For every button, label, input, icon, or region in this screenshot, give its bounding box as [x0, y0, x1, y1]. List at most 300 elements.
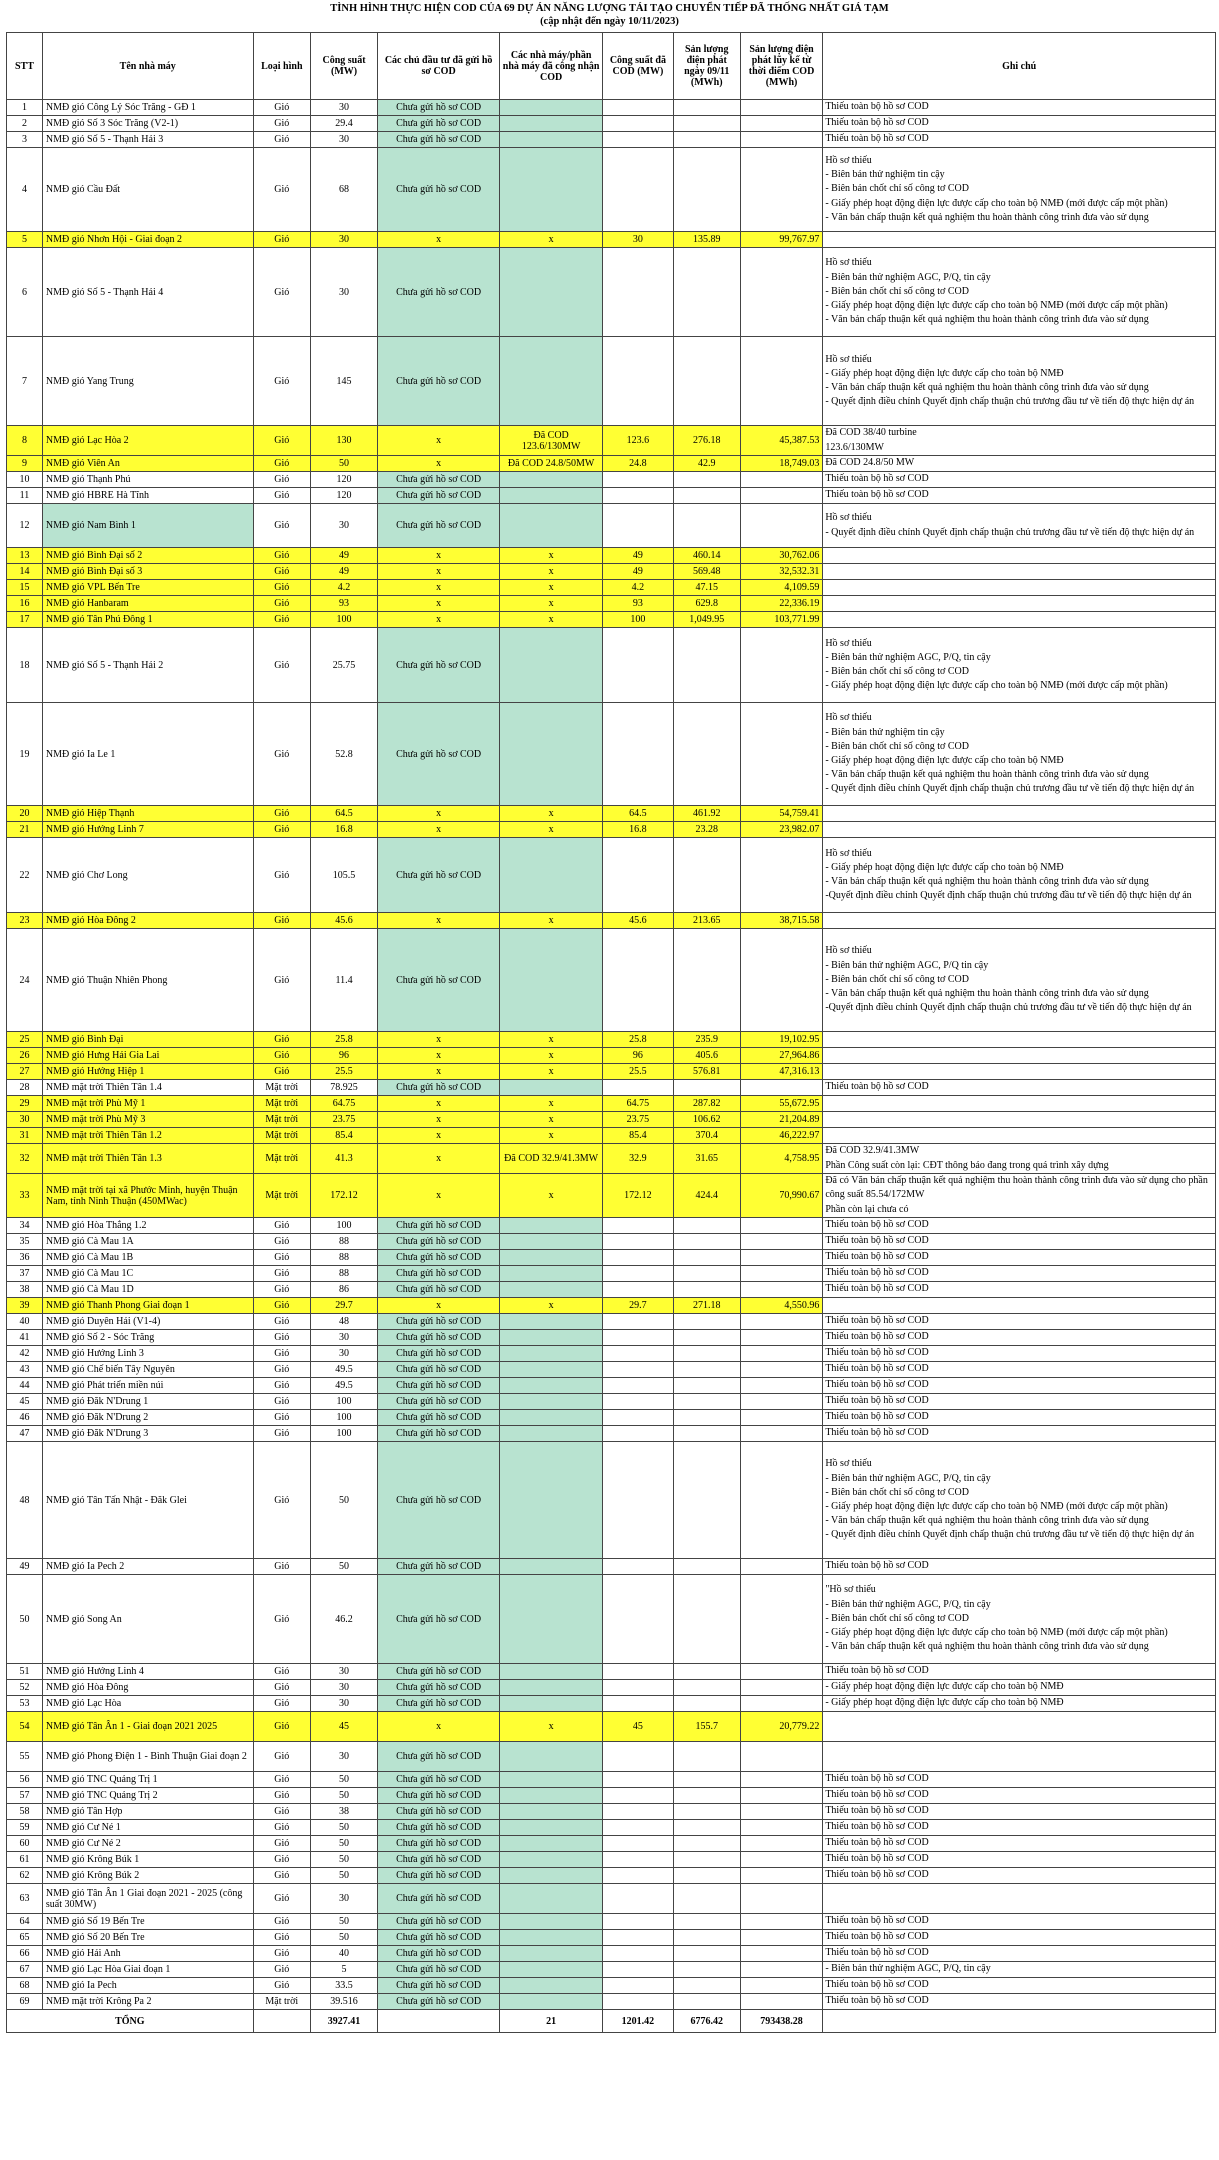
row-plant-name: NMĐ gió Krông Búk 1	[42, 1852, 253, 1868]
row-plant-name: NMĐ gió Đăk N'Drung 2	[42, 1410, 253, 1426]
row-submitted: Chưa gửi hồ sơ COD	[378, 1234, 500, 1250]
row-recognized: x	[500, 580, 603, 596]
row-stt: 23	[7, 913, 43, 929]
row-capacity: 64.5	[311, 806, 378, 822]
table-row	[7, 472, 1216, 488]
row-cod-capacity: 4.2	[603, 580, 674, 596]
row-capacity: 30	[311, 504, 378, 548]
row-recognized	[500, 337, 603, 426]
row-note: Hồ sơ thiếu - Biên bản thử nghiệm AGC, P/Q, tin cậy - Biên bản chốt chỉ số công tơ COD - Giấy phép hoạt động điện lực được cấp cho toàn bộ NMĐ (mới được cấp một phần)	[823, 628, 1216, 703]
row-note: Thiếu toàn bộ hồ sơ COD	[823, 1314, 1216, 1330]
row-recognized	[500, 1250, 603, 1266]
row-cod-capacity: 100	[603, 612, 674, 628]
row-note: Hồ sơ thiếu - Biên bản thử nghiệm tin cậy - Biên bản chốt chỉ số công tơ COD - Giấy phép hoạt động điện lực được cấp cho toàn bộ NMĐ (mới được cấp một phần) - Văn bản chấp thuận kết quả nghiệm thu hoàn thành công trình đưa vào sử dụng	[823, 148, 1216, 232]
row-cod-capacity	[603, 1426, 674, 1442]
row-note: Thiếu toàn bộ hồ sơ COD	[823, 1978, 1216, 1994]
table-row	[7, 822, 1216, 838]
row-daily-output	[673, 100, 740, 116]
row-note: Thiếu toàn bộ hồ sơ COD	[823, 1234, 1216, 1250]
row-recognized	[500, 1804, 603, 1820]
row-type: Gió	[253, 1314, 310, 1330]
row-submitted: Chưa gửi hồ sơ COD	[378, 100, 500, 116]
row-cumulative-output: 18,749.03	[740, 456, 823, 472]
total-row	[7, 2010, 1216, 2033]
row-capacity: 49.5	[311, 1362, 378, 1378]
row-capacity: 41.3	[311, 1144, 378, 1174]
row-plant-name: NMĐ gió Duyên Hải (V1-4)	[42, 1314, 253, 1330]
row-note: Thiếu toàn bộ hồ sơ COD	[823, 1836, 1216, 1852]
row-recognized: x	[500, 1174, 603, 1218]
row-recognized	[500, 1330, 603, 1346]
row-plant-name: NMĐ gió Bình Đại số 3	[42, 564, 253, 580]
row-recognized	[500, 1836, 603, 1852]
row-daily-output: 23.28	[673, 822, 740, 838]
row-type: Gió	[253, 929, 310, 1032]
row-submitted: x	[378, 1144, 500, 1174]
row-daily-output	[673, 1282, 740, 1298]
row-cod-capacity	[603, 1680, 674, 1696]
row-cod-capacity	[603, 1664, 674, 1680]
row-stt: 69	[7, 1994, 43, 2010]
row-type: Gió	[253, 1378, 310, 1394]
total-capacity: 3927.41	[311, 2010, 378, 2033]
row-stt: 30	[7, 1112, 43, 1128]
row-plant-name: NMĐ gió Số 2 - Sóc Trăng	[42, 1330, 253, 1346]
row-plant-name: NMĐ gió Lạc Hòa	[42, 1696, 253, 1712]
row-recognized	[500, 1788, 603, 1804]
row-cod-capacity: 93	[603, 596, 674, 612]
row-stt: 5	[7, 232, 43, 248]
total-submitted	[378, 2010, 500, 2033]
row-capacity: 50	[311, 1836, 378, 1852]
row-plant-name: NMĐ mặt trời Thiên Tân 1.4	[42, 1080, 253, 1096]
row-recognized: Đã COD 24.8/50MW	[500, 456, 603, 472]
row-note	[823, 1742, 1216, 1772]
row-recognized	[500, 132, 603, 148]
row-daily-output: 460.14	[673, 548, 740, 564]
row-type: Gió	[253, 1946, 310, 1962]
row-type: Mặt trời	[253, 1174, 310, 1218]
row-submitted: x	[378, 1032, 500, 1048]
row-type: Gió	[253, 1298, 310, 1314]
table-row	[7, 806, 1216, 822]
row-submitted: Chưa gửi hồ sơ COD	[378, 1330, 500, 1346]
row-recognized	[500, 1962, 603, 1978]
table-row	[7, 1772, 1216, 1788]
row-cumulative-output	[740, 1946, 823, 1962]
row-cumulative-output	[740, 1788, 823, 1804]
report-title: TÌNH HÌNH THỰC HIỆN COD CỦA 69 DỰ ÁN NĂNG LƯỢNG TÁI TẠO CHUYỂN TIẾP ĐÃ THỐNG NHẤT GIÁ TẠM	[330, 3, 889, 14]
col-header-name: Tên nhà máy	[42, 33, 253, 100]
row-capacity: 40	[311, 1946, 378, 1962]
row-recognized: Đã COD 123.6/130MW	[500, 426, 603, 456]
row-recognized: x	[500, 1128, 603, 1144]
row-submitted: x	[378, 1112, 500, 1128]
row-daily-output: 31.65	[673, 1144, 740, 1174]
row-type: Gió	[253, 1852, 310, 1868]
row-recognized: x	[500, 913, 603, 929]
row-stt: 51	[7, 1664, 43, 1680]
row-plant-name: NMĐ gió Chơ Long	[42, 838, 253, 913]
row-type: Gió	[253, 504, 310, 548]
row-capacity: 30	[311, 100, 378, 116]
row-stt: 19	[7, 703, 43, 806]
row-recognized: x	[500, 806, 603, 822]
row-stt: 7	[7, 337, 43, 426]
row-cod-capacity	[603, 1346, 674, 1362]
row-recognized	[500, 1884, 603, 1914]
row-type: Gió	[253, 1868, 310, 1884]
row-note: "Hồ sơ thiếu - Biên bản thử nghiệm AGC, P/Q, tin cậy - Biên bản chốt chỉ số công tơ COD - Giấy phép hoạt động điện lực được cấp cho toàn bộ NMĐ (mới được cấp một phần) - Văn bản chấp thuận kết quả nghiệm thu hoàn thành công trình đưa vào sử dụng	[823, 1575, 1216, 1664]
row-cod-capacity: 45	[603, 1712, 674, 1742]
row-plant-name: NMĐ gió HBRE Hà Tĩnh	[42, 488, 253, 504]
row-cumulative-output	[740, 1559, 823, 1575]
row-recognized	[500, 1664, 603, 1680]
row-cumulative-output	[740, 1218, 823, 1234]
row-plant-name: NMĐ gió Ia Pech	[42, 1978, 253, 1994]
row-type: Gió	[253, 1978, 310, 1994]
row-capacity: 86	[311, 1282, 378, 1298]
row-recognized	[500, 1234, 603, 1250]
row-type: Gió	[253, 1218, 310, 1234]
row-capacity: 50	[311, 1772, 378, 1788]
row-cumulative-output: 103,771.99	[740, 612, 823, 628]
row-daily-output	[673, 1330, 740, 1346]
row-capacity: 30	[311, 248, 378, 337]
row-cumulative-output: 4,758.95	[740, 1144, 823, 1174]
table-row	[7, 1266, 1216, 1282]
row-cumulative-output: 27,964.86	[740, 1048, 823, 1064]
row-submitted: Chưa gửi hồ sơ COD	[378, 1394, 500, 1410]
row-submitted: Chưa gửi hồ sơ COD	[378, 1978, 500, 1994]
row-type: Gió	[253, 248, 310, 337]
row-plant-name: NMĐ gió Hòa Thắng 1.2	[42, 1218, 253, 1234]
row-stt: 46	[7, 1410, 43, 1426]
table-row	[7, 703, 1216, 806]
row-recognized: x	[500, 1096, 603, 1112]
row-note: Thiếu toàn bộ hồ sơ COD	[823, 1820, 1216, 1836]
row-cod-capacity: 123.6	[603, 426, 674, 456]
row-cod-capacity: 64.75	[603, 1096, 674, 1112]
col-header-stt: STT	[7, 33, 43, 100]
row-cod-capacity	[603, 838, 674, 913]
row-recognized	[500, 1378, 603, 1394]
row-plant-name: NMĐ mặt trời Thiên Tân 1.3	[42, 1144, 253, 1174]
row-note: Thiếu toàn bộ hồ sơ COD	[823, 1250, 1216, 1266]
row-submitted: x	[378, 564, 500, 580]
row-type: Gió	[253, 838, 310, 913]
row-note	[823, 913, 1216, 929]
row-daily-output: 106.62	[673, 1112, 740, 1128]
row-recognized	[500, 628, 603, 703]
row-submitted: x	[378, 426, 500, 456]
row-cod-capacity: 25.5	[603, 1064, 674, 1080]
row-capacity: 93	[311, 596, 378, 612]
row-cod-capacity	[603, 1378, 674, 1394]
row-note: Hồ sơ thiếu - Biên bản thử nghiệm AGC, P/Q, tin cậy - Biên bản chốt chỉ số công tơ COD - Giấy phép hoạt động điện lực được cấp cho toàn bộ NMĐ (mới được cấp một phần) - Văn bản chấp thuận kết quả nghiệm thu hoàn thành công trình đưa vào sử dụng - Quyết định điều chỉnh Quyết định chấp thuận chủ trương đầu tư về tiến độ thực hiện dự án	[823, 1442, 1216, 1559]
row-recognized: x	[500, 1298, 603, 1314]
row-daily-output	[673, 1559, 740, 1575]
table-row	[7, 1868, 1216, 1884]
row-stt: 8	[7, 426, 43, 456]
row-plant-name: NMĐ mặt trời Krông Pa 2	[42, 1994, 253, 2010]
table-row	[7, 1742, 1216, 1772]
row-note: Hồ sơ thiếu - Giấy phép hoạt động điện lực được cấp cho toàn bộ NMĐ - Văn bản chấp thuận kết quả nghiệm thu hoàn thành công trình đưa vào sử dụng -Quyết định điều chỉnh Quyết định chấp thuận chủ trương đầu tư về tiến độ thực hiện dự án	[823, 838, 1216, 913]
table-row	[7, 1314, 1216, 1330]
row-note: Thiếu toàn bộ hồ sơ COD	[823, 1994, 1216, 2010]
row-cumulative-output	[740, 248, 823, 337]
table-row	[7, 1064, 1216, 1080]
total-cumulative-output: 793438.28	[740, 2010, 823, 2033]
row-cumulative-output: 46,222.97	[740, 1128, 823, 1144]
table-row	[7, 1930, 1216, 1946]
row-type: Gió	[253, 426, 310, 456]
row-daily-output	[673, 1250, 740, 1266]
row-submitted: x	[378, 548, 500, 564]
row-stt: 1	[7, 100, 43, 116]
row-plant-name: NMĐ gió Lạc Hòa Giai đoạn 1	[42, 1962, 253, 1978]
row-plant-name: NMĐ gió Hanbaram	[42, 596, 253, 612]
table-row	[7, 1680, 1216, 1696]
row-submitted: Chưa gửi hồ sơ COD	[378, 1930, 500, 1946]
row-submitted: Chưa gửi hồ sơ COD	[378, 1080, 500, 1096]
row-submitted: x	[378, 580, 500, 596]
col-header-type: Loại hình	[253, 33, 310, 100]
row-stt: 6	[7, 248, 43, 337]
row-capacity: 33.5	[311, 1978, 378, 1994]
row-plant-name: NMĐ gió Hòa Đông 2	[42, 913, 253, 929]
row-type: Mặt trời	[253, 1096, 310, 1112]
row-stt: 67	[7, 1962, 43, 1978]
row-capacity: 30	[311, 1742, 378, 1772]
row-stt: 16	[7, 596, 43, 612]
row-note: Thiếu toàn bộ hồ sơ COD	[823, 1664, 1216, 1680]
row-cod-capacity	[603, 1266, 674, 1282]
row-submitted: Chưa gửi hồ sơ COD	[378, 1788, 500, 1804]
row-plant-name: NMĐ gió Cà Mau 1D	[42, 1282, 253, 1298]
row-cumulative-output	[740, 1930, 823, 1946]
row-cod-capacity	[603, 132, 674, 148]
row-stt: 3	[7, 132, 43, 148]
row-stt: 13	[7, 548, 43, 564]
row-note	[823, 548, 1216, 564]
row-daily-output	[673, 838, 740, 913]
row-capacity: 30	[311, 1664, 378, 1680]
table-row	[7, 1378, 1216, 1394]
row-daily-output	[673, 488, 740, 504]
row-note	[823, 806, 1216, 822]
row-type: Gió	[253, 1804, 310, 1820]
row-capacity: 50	[311, 1559, 378, 1575]
row-type: Gió	[253, 1234, 310, 1250]
row-cumulative-output	[740, 1696, 823, 1712]
row-stt: 66	[7, 1946, 43, 1962]
row-cumulative-output	[740, 1680, 823, 1696]
row-daily-output: 276.18	[673, 426, 740, 456]
row-submitted: Chưa gửi hồ sơ COD	[378, 1378, 500, 1394]
row-cumulative-output: 55,672.95	[740, 1096, 823, 1112]
row-stt: 57	[7, 1788, 43, 1804]
row-cod-capacity: 30	[603, 232, 674, 248]
row-daily-output	[673, 1836, 740, 1852]
row-note: Thiếu toàn bộ hồ sơ COD	[823, 1410, 1216, 1426]
table-body	[7, 100, 1216, 2010]
row-stt: 11	[7, 488, 43, 504]
row-recognized	[500, 1868, 603, 1884]
row-daily-output: 576.81	[673, 1064, 740, 1080]
table-row	[7, 1696, 1216, 1712]
row-daily-output	[673, 248, 740, 337]
row-note: - Giấy phép hoạt động điện lực được cấp cho toàn bộ NMĐ	[823, 1680, 1216, 1696]
row-submitted: Chưa gửi hồ sơ COD	[378, 472, 500, 488]
row-type: Gió	[253, 1266, 310, 1282]
row-cumulative-output	[740, 504, 823, 548]
row-cod-capacity: 96	[603, 1048, 674, 1064]
row-type: Gió	[253, 472, 310, 488]
row-plant-name: NMĐ gió Số 3 Sóc Trăng (V2-1)	[42, 116, 253, 132]
row-daily-output: 235.9	[673, 1032, 740, 1048]
row-stt: 18	[7, 628, 43, 703]
row-plant-name: NMĐ gió Số 5 - Thạnh Hải 3	[42, 132, 253, 148]
row-capacity: 45	[311, 1712, 378, 1742]
row-submitted: Chưa gửi hồ sơ COD	[378, 1914, 500, 1930]
row-capacity: 30	[311, 1680, 378, 1696]
row-daily-output	[673, 1742, 740, 1772]
row-recognized	[500, 703, 603, 806]
row-cod-capacity	[603, 1978, 674, 1994]
row-stt: 36	[7, 1250, 43, 1266]
row-cod-capacity: 29.7	[603, 1298, 674, 1314]
row-stt: 41	[7, 1330, 43, 1346]
row-stt: 10	[7, 472, 43, 488]
row-stt: 52	[7, 1680, 43, 1696]
row-cumulative-output	[740, 1852, 823, 1868]
report-date: (cập nhật đến ngày 10/11/2023)	[540, 16, 679, 27]
table-row	[7, 1362, 1216, 1378]
row-submitted: Chưa gửi hồ sơ COD	[378, 1680, 500, 1696]
row-type: Gió	[253, 1914, 310, 1930]
row-stt: 65	[7, 1930, 43, 1946]
row-daily-output	[673, 1978, 740, 1994]
row-recognized	[500, 1266, 603, 1282]
row-submitted: Chưa gửi hồ sơ COD	[378, 1696, 500, 1712]
table-row	[7, 1804, 1216, 1820]
row-daily-output	[673, 116, 740, 132]
row-plant-name: NMĐ gió Nhơn Hội - Giai đoạn 2	[42, 232, 253, 248]
row-cod-capacity	[603, 1362, 674, 1378]
row-daily-output	[673, 1575, 740, 1664]
row-cod-capacity: 172.12	[603, 1174, 674, 1218]
row-capacity: 100	[311, 1410, 378, 1426]
row-stt: 21	[7, 822, 43, 838]
row-plant-name: NMĐ gió Hướng Linh 3	[42, 1346, 253, 1362]
row-note	[823, 1032, 1216, 1048]
row-cod-capacity	[603, 1394, 674, 1410]
table-row	[7, 1914, 1216, 1930]
total-notes	[823, 2010, 1216, 2033]
row-cumulative-output	[740, 1836, 823, 1852]
table-row	[7, 1978, 1216, 1994]
table-row	[7, 1994, 1216, 2010]
row-type: Gió	[253, 1680, 310, 1696]
row-daily-output: 424.4	[673, 1174, 740, 1218]
row-daily-output: 370.4	[673, 1128, 740, 1144]
row-recognized	[500, 1218, 603, 1234]
row-type: Gió	[253, 1696, 310, 1712]
col-header-notes: Ghi chú	[823, 33, 1216, 100]
row-stt: 24	[7, 929, 43, 1032]
row-cod-capacity: 24.8	[603, 456, 674, 472]
row-plant-name: NMĐ gió Tân Hợp	[42, 1804, 253, 1820]
row-capacity: 120	[311, 488, 378, 504]
row-submitted: Chưa gửi hồ sơ COD	[378, 1250, 500, 1266]
row-cod-capacity	[603, 1250, 674, 1266]
row-plant-name: NMĐ mặt trời Thiên Tân 1.2	[42, 1128, 253, 1144]
row-capacity: 49.5	[311, 1378, 378, 1394]
row-cod-capacity	[603, 1282, 674, 1298]
row-stt: 68	[7, 1978, 43, 1994]
row-submitted: Chưa gửi hồ sơ COD	[378, 1742, 500, 1772]
row-cod-capacity: 49	[603, 548, 674, 564]
row-capacity: 105.5	[311, 838, 378, 913]
row-plant-name: NMĐ gió Phong Điện 1 - Bình Thuận Giai đoạn 2	[42, 1742, 253, 1772]
row-cumulative-output	[740, 929, 823, 1032]
row-type: Mặt trời	[253, 1080, 310, 1096]
row-submitted: Chưa gửi hồ sơ COD	[378, 248, 500, 337]
row-stt: 44	[7, 1378, 43, 1394]
row-type: Gió	[253, 100, 310, 116]
row-type: Gió	[253, 1820, 310, 1836]
row-stt: 14	[7, 564, 43, 580]
row-note: Thiếu toàn bộ hồ sơ COD	[823, 1852, 1216, 1868]
row-daily-output	[673, 1994, 740, 2010]
row-recognized	[500, 504, 603, 548]
row-submitted: Chưa gửi hồ sơ COD	[378, 1426, 500, 1442]
col-header-capacity: Công suất (MW)	[311, 33, 378, 100]
row-type: Gió	[253, 1836, 310, 1852]
row-type: Gió	[253, 116, 310, 132]
row-stt: 63	[7, 1884, 43, 1914]
table-row	[7, 1442, 1216, 1559]
row-cod-capacity	[603, 1820, 674, 1836]
row-daily-output	[673, 1930, 740, 1946]
row-daily-output: 1,049.95	[673, 612, 740, 628]
row-note: Thiếu toàn bộ hồ sơ COD	[823, 1378, 1216, 1394]
row-capacity: 30	[311, 1696, 378, 1712]
row-cumulative-output	[740, 1664, 823, 1680]
row-type: Gió	[253, 1032, 310, 1048]
row-note	[823, 1298, 1216, 1314]
table-row	[7, 1330, 1216, 1346]
row-cumulative-output	[740, 1994, 823, 2010]
row-type: Gió	[253, 806, 310, 822]
row-note: Thiếu toàn bộ hồ sơ COD	[823, 1330, 1216, 1346]
table-row	[7, 1820, 1216, 1836]
row-recognized	[500, 1394, 603, 1410]
row-cumulative-output	[740, 132, 823, 148]
row-capacity: 30	[311, 232, 378, 248]
row-note: - Giấy phép hoạt động điện lực được cấp cho toàn bộ NMĐ	[823, 1696, 1216, 1712]
row-recognized: x	[500, 232, 603, 248]
table-row	[7, 116, 1216, 132]
row-daily-output	[673, 1664, 740, 1680]
row-cod-capacity	[603, 472, 674, 488]
table-row	[7, 504, 1216, 548]
row-stt: 33	[7, 1174, 43, 1218]
row-cumulative-output	[740, 148, 823, 232]
row-note: Thiếu toàn bộ hồ sơ COD	[823, 1362, 1216, 1378]
row-submitted: Chưa gửi hồ sơ COD	[378, 1575, 500, 1664]
